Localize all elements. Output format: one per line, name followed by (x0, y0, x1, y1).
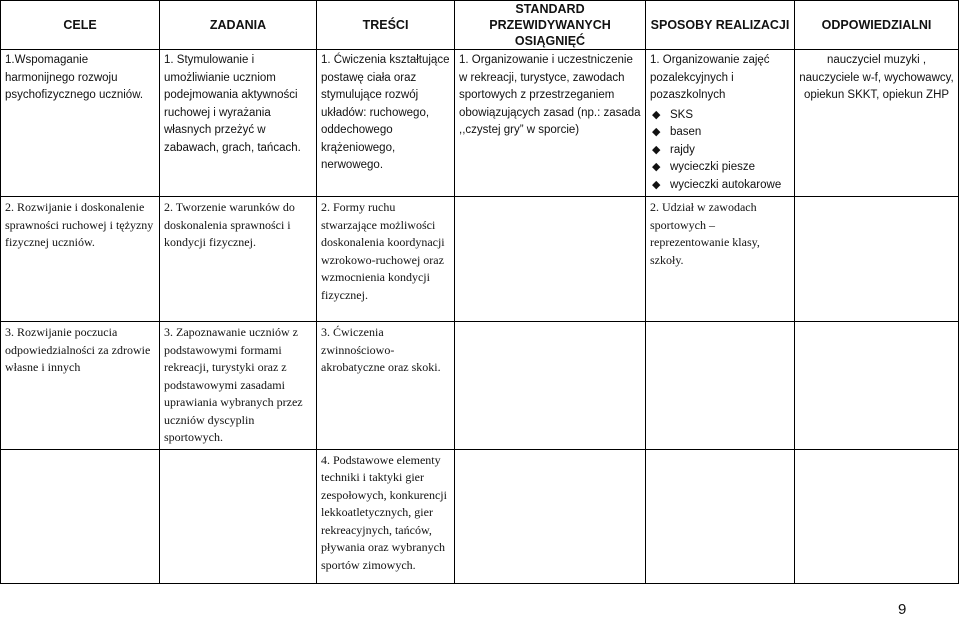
row3-cele: 3. Rozwijanie poczucia odpowiedzialności za zdrowie własne i innych (1, 322, 160, 450)
page-number: 9 (898, 601, 907, 618)
row2-sposoby: 2. Udział w zawodach sportowych – reprezentowanie klasy, szkoły. (646, 197, 795, 322)
row1-cele: 1.Wspomaganie harmonijnego rozwoju psychofizycznego uczniów. (1, 50, 160, 197)
row3-zadania: 3. Zapoznawanie uczniów z podstawowymi formami rekreacji, turystyki oraz z podstawowymi zasadami uprawiania wybranych przez uczniów dyscyplin sportowych. (160, 322, 317, 450)
row4-standard (455, 449, 646, 583)
row4-tresci: 4. Podstawowe elementy techniki i taktyki gier zespołowych, konkurencji lekkoatletycznych, gier rekreacyjnych, tańców, pływania oraz wybranych sportów zimowych. (317, 449, 455, 583)
row1-tresci: 1. Ćwiczenia kształtujące postawę ciała oraz stymulujące rozwój układów: ruchowego, oddechowego krążeniowego, nerwowego. (317, 50, 455, 197)
header-zadania: ZADANIA (160, 1, 317, 50)
row4-odpowiedzialni (795, 449, 959, 583)
row4-sposoby (646, 449, 795, 583)
row2-tresci: 2. Formy ruchu stwarzające możliwości doskonalenia koordynacji wzrokowo-ruchowej oraz wzmocnienia kondycji fizycznej. (317, 197, 455, 322)
table-row (1, 197, 959, 322)
table-header-row (1, 1, 959, 50)
row4-cele (1, 449, 160, 583)
header-sposoby: SPOSOBY REALIZACJI (646, 1, 795, 50)
list-item: ◆ wycieczki autokarowe (650, 177, 790, 195)
list-item: ◆ rajdy (650, 142, 790, 160)
diamond-bullet-icon: ◆ (652, 161, 661, 173)
list-item: ◆ wycieczki piesze (650, 159, 790, 177)
row3-odpowiedzialni (795, 322, 959, 450)
diamond-bullet-icon: ◆ (652, 143, 661, 156)
header-tresci: TREŚCI (317, 1, 455, 50)
row3-sposoby (646, 322, 795, 450)
table-row (1, 50, 959, 197)
row2-cele: 2. Rozwijanie i doskonalenie sprawności ruchowej i tężyzny fizycznej uczniów. (1, 197, 160, 322)
row1-zadania: 1. Stymulowanie i umożliwianie uczniom podejmowania aktywności ruchowej i wyrażania własnych przeżyć w zabawach, grach, tańcach. (160, 50, 317, 197)
row2-odpowiedzialni (795, 197, 959, 322)
diamond-bullet-icon: ◆ (652, 126, 661, 138)
list-item: ◆ basen (650, 124, 790, 142)
row1-standard: 1. Organizowanie i uczestniczenie w rekreacji, turystyce, zawodach sportowych z przestrzeganiem obowiązujących zasad (np.: zasada ,,czystej gry” w sporcie) (455, 50, 646, 197)
header-standard: STANDARD PRZEWIDYWANYCH OSIĄGNIĘĆ (455, 1, 646, 50)
row1-odpowiedzialni: nauczyciel muzyki , nauczyciele w-f, wychowawcy, opiekun SKKT, opiekun ZHP (795, 50, 959, 197)
row4-zadania (160, 449, 317, 583)
header-cele: CELE (1, 1, 160, 50)
row3-tresci: 3. Ćwiczenia zwinnościowo-akrobatyczne oraz skoki. (317, 322, 455, 450)
table-row (1, 322, 959, 450)
sposoby-list (650, 107, 790, 195)
sposoby-intro: 1. Organizowanie zajęć pozalekcyjnych i pozaszkolnych (650, 54, 770, 101)
table-row (1, 449, 959, 583)
row2-zadania: 2. Tworzenie warunków do doskonalenia sprawności i kondycji fizycznej. (160, 197, 317, 322)
row3-standard (455, 322, 646, 450)
row1-sposoby (646, 50, 795, 197)
diamond-bullet-icon: ◆ (652, 108, 661, 121)
row2-standard (455, 197, 646, 322)
list-item: ◆ SKS (650, 107, 790, 125)
diamond-bullet-icon: ◆ (652, 178, 661, 191)
header-odpowiedzialni: ODPOWIEDZIALNI (795, 1, 959, 50)
